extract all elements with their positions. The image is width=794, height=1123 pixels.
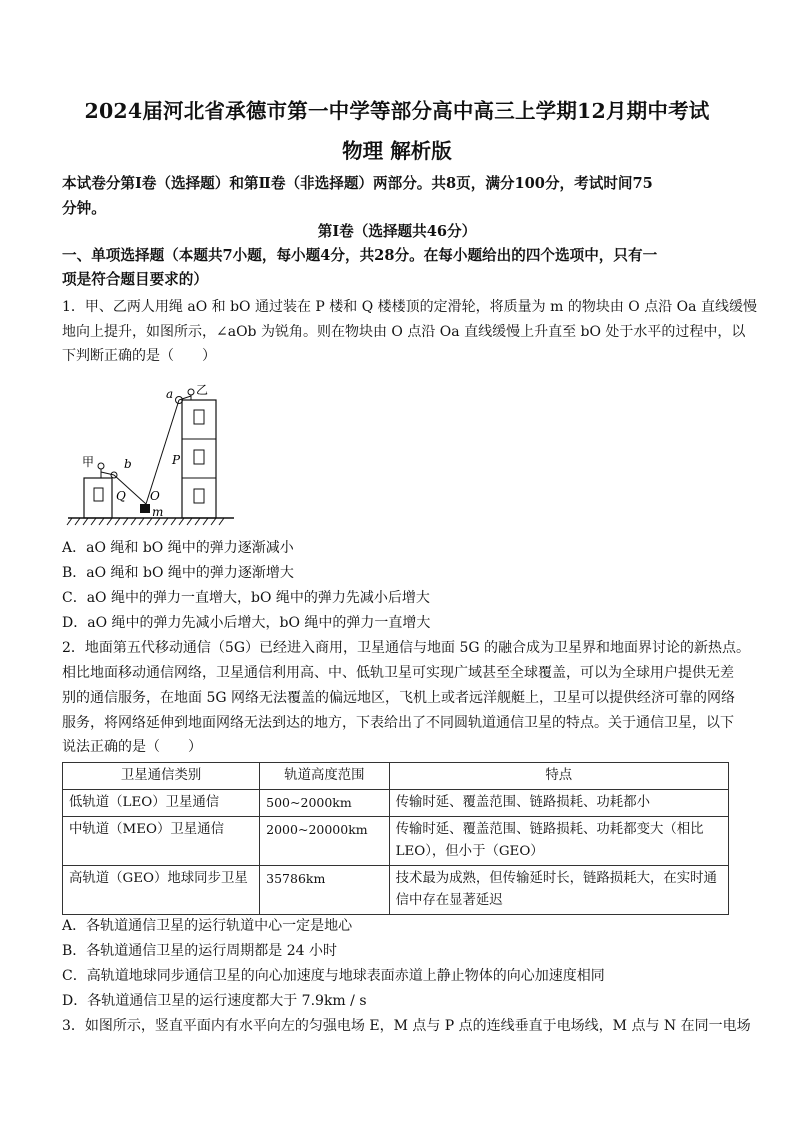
- table-cell-range: 35786km: [260, 866, 389, 915]
- figure-label-a: a: [166, 387, 174, 401]
- table-cell-type: 中轨道（MEO）卫星通信: [63, 817, 260, 866]
- q1-stem-line-2: 地向上提升，如图所示，∠aOb 为锐角。则在物块由 O 点沿 Oa 直线缓慢上升直至 bO 处于水平的过程中，以: [62, 324, 746, 340]
- exam-title: 2024届河北省承德市第一中学等部分高中高三上学期12月期中考试: [84, 99, 710, 123]
- q2-option-d: D．各轨道通信卫星的运行速度都大于 7.9km / s: [62, 993, 367, 1009]
- figure-label-O: O: [150, 489, 160, 503]
- q2-option-c: C．高轨道地球同步通信卫星的向心加速度与地球表面赤道上静止物体的向心加速度相同: [62, 968, 605, 984]
- section-title: 第Ⅰ卷（选择题共46分）: [317, 223, 477, 240]
- table-cell-type: 低轨道（LEO）卫星通信: [63, 790, 260, 817]
- table-cell-feature: 传输时延、覆盖范围、链路损耗、功耗都小: [389, 790, 728, 817]
- table-cell-range: 500~2000km: [260, 790, 389, 817]
- figure-label-m: m: [152, 505, 164, 519]
- exam-subtitle: 物理 解析版: [342, 139, 452, 163]
- table-header-cell: 轨道高度范围: [260, 763, 389, 790]
- table-header-row: [63, 763, 729, 790]
- q1-stem-line-3: 下判断正确的是（ ）: [62, 348, 216, 364]
- figure-label-P: P: [172, 453, 181, 467]
- figure-label-b: b: [124, 457, 132, 471]
- q2-stem-line-2: 相比地面移动通信网络，卫星通信利用高、中、低轨卫星可实现广域甚至全球覆盖，可以为全球用户提供无差: [62, 665, 734, 681]
- q2-stem-line-3: 别的通信服务，在地面 5G 网络无法覆盖的偏远地区，飞机上或者远洋舰艇上，卫星可以提供经济可靠的网络: [62, 690, 735, 706]
- table-cell-range: 2000~20000km: [260, 817, 389, 866]
- intro-line-1: 本试卷分第Ⅰ卷（选择题）和第Ⅱ卷（非选择题）两部分。共8页，满分100分，考试时间75: [62, 175, 653, 192]
- satellite-table: [62, 762, 729, 915]
- table-cell-type: 高轨道（GEO）地球同步卫星: [63, 866, 260, 915]
- figure-label-yi: 乙: [196, 383, 209, 397]
- q1-option-d: D．aO 绳中的弹力先减小后增大，bO 绳中的弹力一直增大: [62, 615, 431, 631]
- q1-pulley-figure: [64, 378, 236, 528]
- table-cell-feature: 技术最为成熟，但传输延时长，链路损耗大，在实时通信中存在显著延迟: [389, 866, 728, 915]
- q1-option-a: A．aO 绳和 bO 绳中的弹力逐渐减小: [62, 540, 294, 556]
- table-cell-feature: 传输时延、覆盖范围、链路损耗、功耗都变大（相比 LEO），但小于（GEO）: [389, 817, 728, 866]
- intro-line-2: 分钟。: [62, 200, 106, 217]
- part1-heading-line-1: 一、单项选择题（本题共7小题，每小题4分，共28分。在每小题给出的四个选项中，只有一: [62, 247, 658, 264]
- table-row: [63, 817, 729, 866]
- figure-label-Q: Q: [116, 489, 126, 503]
- part1-heading-line-2: 项是符合题目要求的）: [62, 271, 208, 288]
- q2-stem-line-1: 2．地面第五代移动通信（5G）已经进入商用，卫星通信与地面 5G 的融合成为卫星界和地面界讨论的新热点。: [62, 640, 750, 656]
- q2-option-b: B．各轨道通信卫星的运行周期都是 24 小时: [62, 943, 338, 959]
- q1-stem-line-1: 1．甲、乙两人用绳 aO 和 bO 通过装在 P 楼和 Q 楼楼顶的定滑轮，将质量为 m 的物块由 O 点沿 Oa 直线缓慢: [62, 299, 757, 315]
- q2-stem-line-4: 服务，将网络延伸到地面网络无法到达的地方，下表给出了不同圆轨道通信卫星的特点。关于通信卫星，以下: [62, 715, 734, 731]
- table-header-cell: 特点: [389, 763, 728, 790]
- table-row: [63, 866, 729, 915]
- table-header-cell: 卫星通信类别: [63, 763, 260, 790]
- figure-label-jia: 甲: [82, 455, 95, 469]
- q2-stem-line-5: 说法正确的是（ ）: [62, 739, 202, 755]
- q2-option-a: A．各轨道通信卫星的运行轨道中心一定是地心: [62, 918, 353, 934]
- q3-stem-line-1: 3．如图所示，竖直平面内有水平向左的匀强电场 E，M 点与 P 点的连线垂直于电场线，M 点与 N 在同一电场: [62, 1018, 751, 1034]
- q1-option-c: C．aO 绳中的弹力一直增大，bO 绳中的弹力先减小后增大: [62, 590, 430, 606]
- q1-option-b: B．aO 绳和 bO 绳中的弹力逐渐增大: [62, 565, 294, 581]
- table-row: [63, 790, 729, 817]
